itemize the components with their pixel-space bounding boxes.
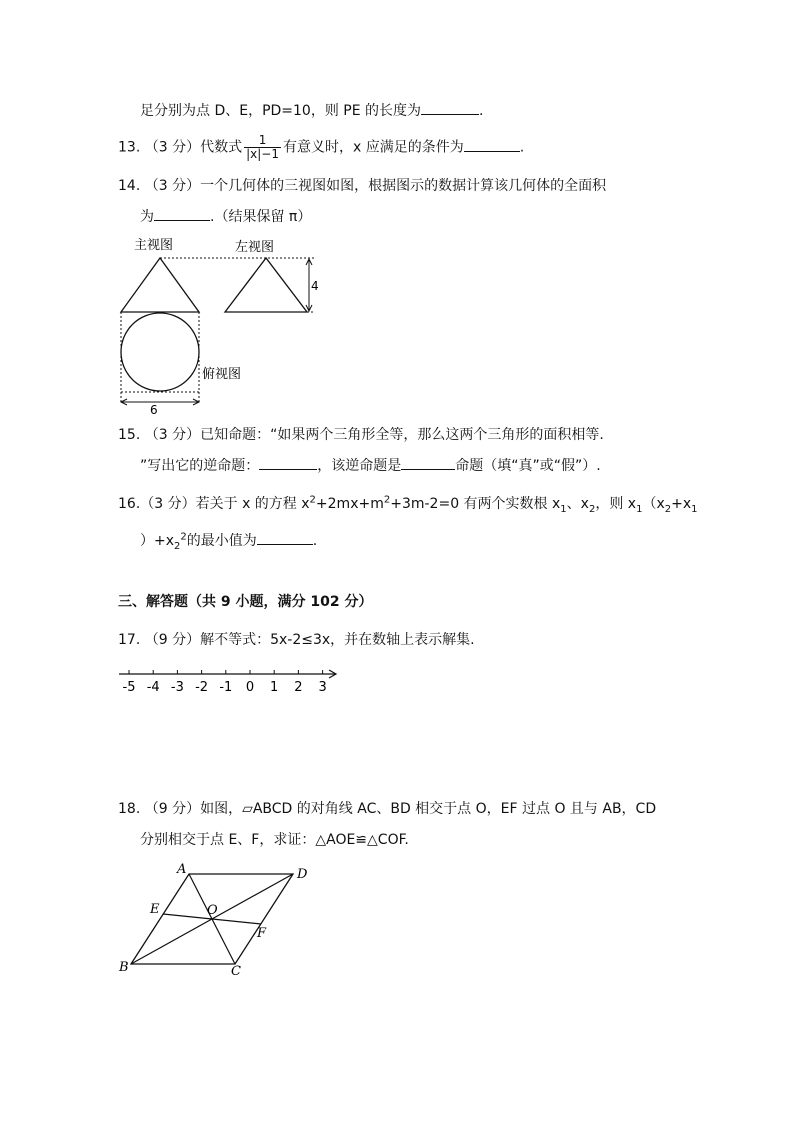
- question-number: 16.: [118, 496, 141, 512]
- question-17: [118, 630, 475, 650]
- q18-text: 分别相交于点 E、F，求证：△AOE≌△COF.: [140, 832, 409, 848]
- q15-text: （3 分）已知命题：“如果两个三角形全等，那么这两个三角形的面积相等.: [144, 427, 604, 443]
- q16-text: ）+x: [140, 533, 175, 549]
- question-14-line2: [140, 206, 311, 227]
- q18-text: （9 分）如图，▱ABCD 的对角线 AC、BD 相交于点 O，EF 过点 O 且与 AB，CD: [144, 801, 657, 817]
- tick-label: -3: [170, 680, 184, 695]
- side-view-triangle: [225, 258, 307, 312]
- q15-text-c: 命题（填“真”或“假”）.: [455, 458, 601, 474]
- q16-end: .: [312, 533, 318, 549]
- tick-label: 1: [270, 680, 279, 695]
- question-15-line2: [140, 455, 601, 476]
- answer-blank: [401, 455, 455, 470]
- tick-label: -4: [146, 680, 160, 695]
- point-label-d: D: [297, 867, 308, 882]
- q16-text: +3m-2=0 有两个实数根 x: [390, 496, 561, 512]
- q16-text: （3 分）若关于 x 的方程 x: [140, 496, 310, 512]
- point-label-f: F: [257, 926, 267, 941]
- subscript: 2: [664, 503, 672, 515]
- q16-text: ，则 x: [595, 496, 637, 512]
- question-18-line1: [118, 799, 656, 819]
- section-heading: 三、解答题（共 9 小题，满分 102 分）: [118, 594, 373, 610]
- question-13: [118, 134, 524, 161]
- q15-text-a: ”写出它的逆命题：: [140, 458, 260, 474]
- answer-blank: [154, 206, 210, 221]
- superscript: 2: [309, 494, 316, 506]
- tick-label: -5: [122, 680, 136, 695]
- q15-text-b: ，该逆命题是: [317, 458, 402, 474]
- superscript: 2: [383, 494, 391, 506]
- number-line: [115, 664, 345, 696]
- point-label-c: C: [231, 964, 241, 979]
- subscript: 2: [588, 503, 596, 515]
- front-view-label: 主视图: [134, 238, 174, 253]
- three-view-figure: [110, 232, 340, 422]
- q17-text: （9 分）解不等式：5x-2≤3x，并在数轴上表示解集.: [144, 632, 475, 648]
- question-15-line1: [118, 425, 604, 445]
- top-view-label: 俯视图: [202, 367, 242, 382]
- answer-blank: [257, 530, 313, 545]
- q12-continuation: [140, 100, 484, 121]
- parallelogram-figure: [115, 860, 315, 980]
- q12-end: .: [479, 103, 484, 119]
- q16-text: +2mx+m: [315, 496, 384, 512]
- q13-text: （3 分）代数式: [144, 139, 243, 156]
- question-14-line1: [118, 176, 606, 196]
- question-number: 15.: [118, 427, 141, 443]
- question-18-line2: [140, 830, 409, 850]
- point-label-b: B: [119, 960, 129, 975]
- q14-text-b: .（结果保留 π）: [210, 209, 312, 225]
- answer-blank: [464, 137, 520, 152]
- tick-label: -1: [219, 680, 233, 695]
- point-label-a: A: [177, 862, 187, 877]
- q14-text-a: 为: [140, 209, 154, 225]
- question-number: 13.: [118, 139, 141, 156]
- question-16-line2: [140, 530, 317, 551]
- fraction-denominator: |x|−1: [246, 147, 279, 161]
- tick-label: -2: [195, 680, 209, 695]
- fraction: [244, 134, 281, 161]
- subscript: 1: [636, 503, 643, 515]
- q16-text: （x: [642, 496, 665, 512]
- question-16-line1: [118, 494, 698, 514]
- height-value: 4: [311, 279, 319, 293]
- q16-text: 、x: [566, 496, 589, 512]
- top-view-circle: [121, 313, 199, 391]
- subscript: 2: [174, 540, 181, 552]
- q16-text: +x: [671, 496, 692, 512]
- subscript: 1: [560, 503, 567, 515]
- width-value: 6: [150, 403, 158, 417]
- front-view-triangle: [121, 258, 199, 312]
- superscript: 2: [180, 531, 187, 543]
- tick-label: 3: [318, 680, 327, 695]
- side-view-label: 左视图: [235, 240, 275, 255]
- q12-text: 足分别为点 D、E，PD=10，则 PE 的长度为: [140, 103, 422, 119]
- question-number: 14.: [118, 178, 141, 194]
- question-number: 18.: [118, 801, 141, 817]
- tick-label: 2: [294, 680, 303, 695]
- subscript: 1: [691, 503, 698, 515]
- question-number: 17.: [118, 632, 141, 648]
- tick-label: 0: [245, 680, 255, 695]
- answer-blank: [259, 455, 317, 470]
- fraction-numerator: 1: [244, 134, 281, 148]
- point-label-o: O: [207, 903, 218, 918]
- q13-end: .: [519, 139, 525, 156]
- q14-text: （3 分）一个几何体的三视图如图，根据图示的数据计算该几何体的全面积: [144, 178, 607, 194]
- q13-condition-text: 有意义时，x 应满足的条件为: [282, 139, 464, 156]
- q16-text: 的最小值为: [186, 533, 257, 549]
- answer-blank: [421, 100, 479, 115]
- point-label-e: E: [150, 902, 160, 917]
